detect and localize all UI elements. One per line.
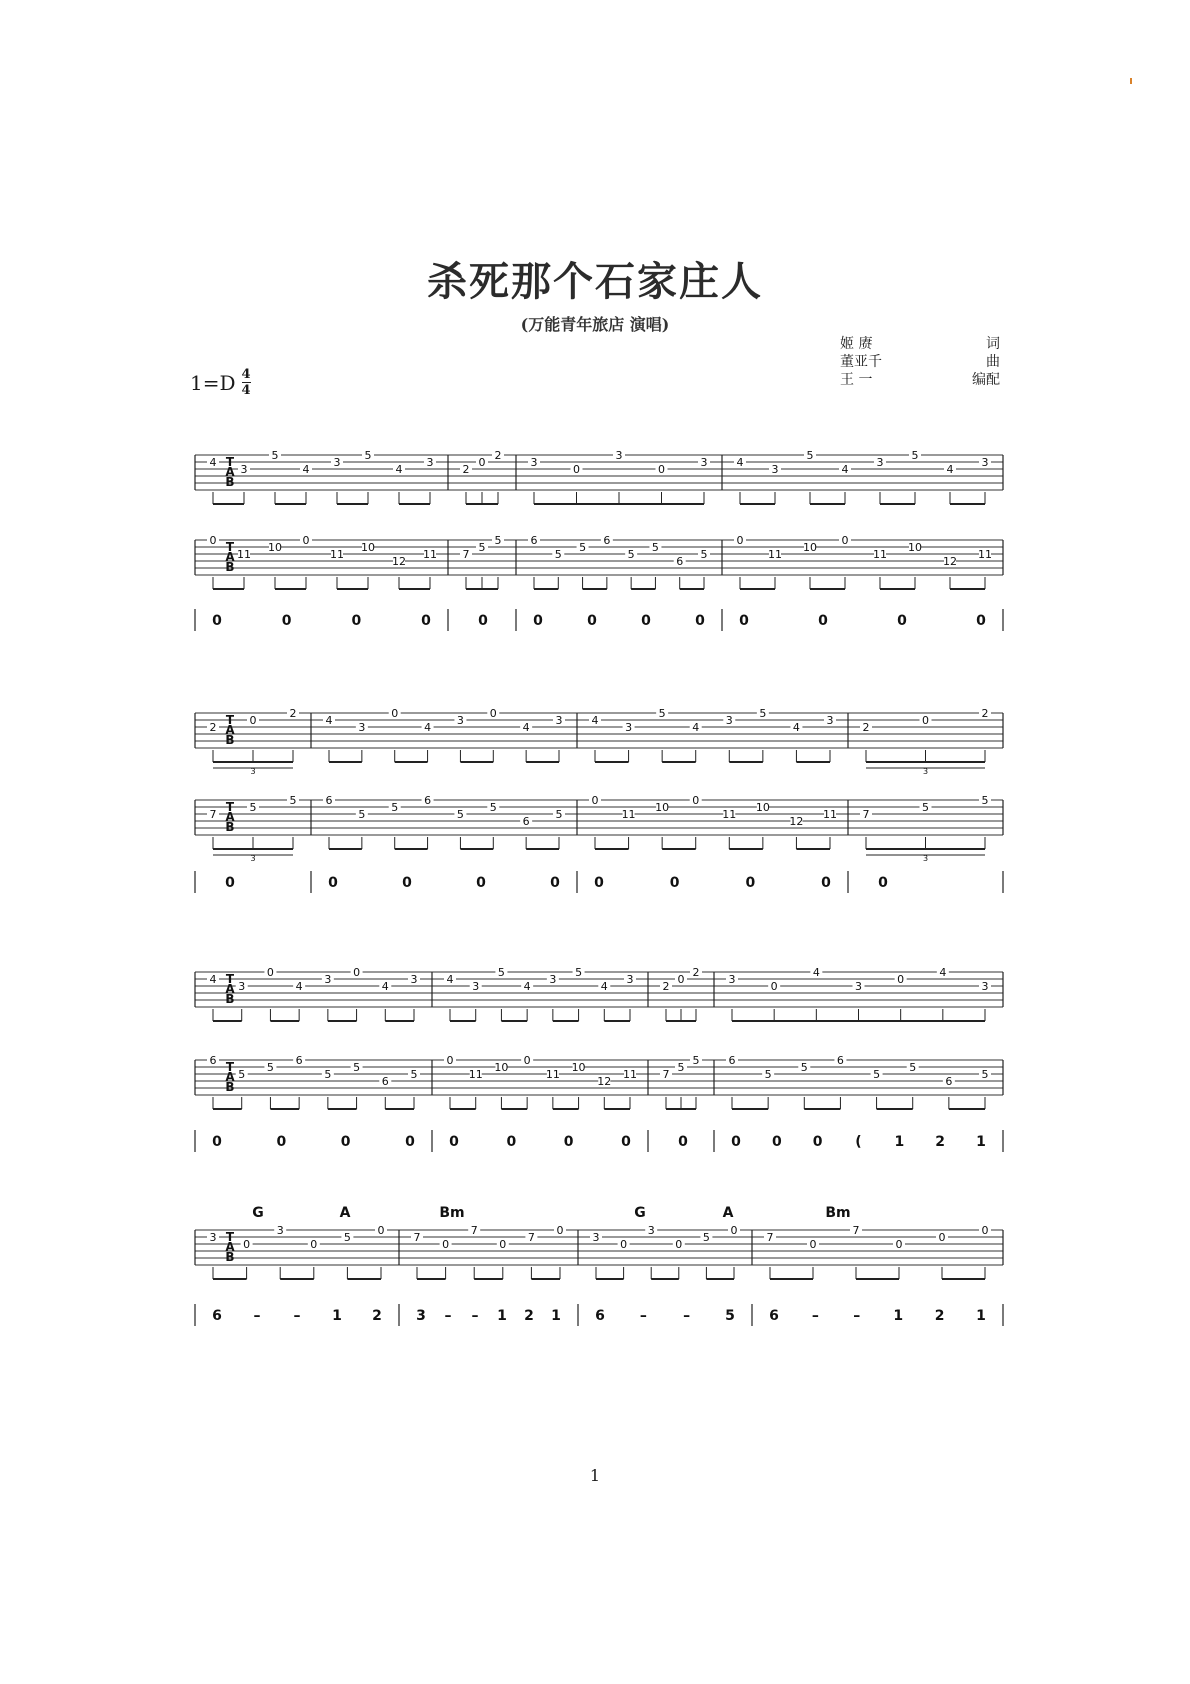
tab-letter: A <box>225 810 235 824</box>
fret-number: 7 <box>766 1231 774 1244</box>
fret-number: 0 <box>243 1238 251 1251</box>
notation-note: 0 <box>739 613 749 629</box>
notation-note: 0 <box>621 1134 631 1150</box>
fret-number: 5 <box>353 1061 361 1074</box>
time-bottom: 4 <box>241 383 251 398</box>
fret-number: 3 <box>855 980 862 993</box>
fret-number: 0 <box>981 1224 989 1237</box>
fret-number: 5 <box>478 541 486 554</box>
fret-number: 5 <box>651 541 659 554</box>
fret-number: 3 <box>625 721 633 734</box>
tab-letter: A <box>225 982 235 996</box>
notation-note: 0 <box>563 1134 574 1150</box>
fret-number: 0 <box>677 973 685 986</box>
tab-letter: T <box>225 972 235 986</box>
song-title: 杀死那个石家庄人 <box>427 259 763 305</box>
fret-number: 3 <box>456 714 464 727</box>
fret-number: 0 <box>310 1238 318 1251</box>
fret-number: 11 <box>545 1068 560 1081</box>
performer-subtitle: (万能青年旅店 演唱) <box>520 315 670 334</box>
fret-number: 0 <box>730 1224 738 1237</box>
fret-number: 0 <box>809 1238 817 1251</box>
notation-note: 0 <box>745 875 756 891</box>
fret-number: 10 <box>268 541 282 554</box>
tab-letter: B <box>225 733 235 747</box>
notation-note: 0 <box>340 1134 351 1150</box>
fret-number: 3 <box>700 456 708 469</box>
notation-note: 0 <box>328 875 338 891</box>
fret-number: 0 <box>658 463 665 476</box>
notation-note: 0 <box>276 1134 287 1150</box>
notation-note: 0 <box>695 613 705 629</box>
fret-number: 5 <box>922 801 929 814</box>
notation-note: – <box>253 1308 261 1324</box>
fret-number: 0 <box>895 1238 903 1251</box>
tab-letter: B <box>225 475 235 489</box>
fret-number: 6 <box>325 794 333 807</box>
fret-number: 3 <box>240 463 248 476</box>
fret-number: 5 <box>627 548 635 561</box>
fret-number: 4 <box>522 721 530 734</box>
fret-number: 11 <box>330 548 344 561</box>
fret-number: 12 <box>392 555 406 568</box>
fret-number: 5 <box>702 1231 710 1244</box>
fret-number: 3 <box>725 714 733 727</box>
fret-number: 5 <box>911 449 919 462</box>
fret-number: 3 <box>728 973 736 986</box>
notation-note: 1 <box>976 1134 986 1150</box>
fret-number: 4 <box>446 973 454 986</box>
notation-note: 2 <box>524 1308 534 1324</box>
fret-number: 5 <box>579 541 587 554</box>
fret-number: 4 <box>792 721 800 734</box>
fret-number: 5 <box>456 808 464 821</box>
fret-number: 5 <box>358 808 366 821</box>
notation-note: 3 <box>416 1308 426 1324</box>
fret-number: 5 <box>873 1068 881 1081</box>
fret-number: 5 <box>410 1068 418 1081</box>
fret-number: 5 <box>271 449 279 462</box>
tab-letter: B <box>225 1080 235 1094</box>
fret-number: 6 <box>424 794 432 807</box>
fret-number: 4 <box>812 966 820 979</box>
fret-number: 0 <box>442 1238 450 1251</box>
credit-role: 曲 <box>986 354 1000 370</box>
notation-note: 0 <box>402 875 412 891</box>
fret-number: 3 <box>276 1224 284 1237</box>
notation-note: 0 <box>476 875 486 891</box>
fret-number: 11 <box>468 1068 483 1081</box>
time-top: 4 <box>241 367 251 382</box>
notation-note: 1 <box>332 1308 342 1324</box>
fret-number: 5 <box>692 1054 700 1067</box>
fret-number: 5 <box>238 1068 246 1081</box>
notation-note: 0 <box>587 613 597 629</box>
fret-number: 0 <box>478 456 486 469</box>
fret-number: 5 <box>800 1061 808 1074</box>
fret-number: 4 <box>600 980 608 993</box>
fret-number: 5 <box>575 966 583 979</box>
key-label: 1=D <box>190 370 236 395</box>
notation-note: 0 <box>594 875 604 891</box>
notation-note: 2 <box>935 1134 946 1150</box>
notation-note: 0 <box>771 1134 782 1150</box>
fret-number: 3 <box>981 456 989 469</box>
triplet-number: 3 <box>250 854 256 863</box>
fret-number: 5 <box>658 707 666 720</box>
fret-number: 6 <box>295 1054 303 1067</box>
notation-note: – <box>471 1308 479 1324</box>
fret-number: 0 <box>523 1054 531 1067</box>
fret-number: 0 <box>391 707 399 720</box>
fret-number: 4 <box>591 714 599 727</box>
notation-note: – <box>639 1308 647 1324</box>
fret-number: 3 <box>647 1224 655 1237</box>
notation-note: – <box>293 1308 301 1324</box>
fret-number: 5 <box>759 707 767 720</box>
fret-number: 12 <box>597 1075 612 1088</box>
notation-note: 0 <box>351 613 362 629</box>
fret-number: 3 <box>615 449 623 462</box>
fret-number: 7 <box>527 1231 535 1244</box>
notation-note: 1 <box>893 1308 904 1324</box>
fret-number: 11 <box>237 548 251 561</box>
fret-number: 4 <box>424 721 432 734</box>
fret-number: 11 <box>722 808 737 821</box>
notation-note: 0 <box>641 613 651 629</box>
fret-number: 4 <box>395 463 403 476</box>
tab-letter: T <box>225 713 235 727</box>
fret-number: 5 <box>806 449 814 462</box>
fret-number: 11 <box>873 548 887 561</box>
notation-note: 2 <box>934 1308 945 1324</box>
fret-number: 3 <box>358 721 366 734</box>
fret-number: 3 <box>238 980 246 993</box>
fret-number: 5 <box>497 966 505 979</box>
fret-number: 6 <box>381 1075 389 1088</box>
triplet-number: 3 <box>922 854 929 863</box>
fret-number: 0 <box>922 714 929 727</box>
triplet-number: 3 <box>250 767 256 776</box>
fret-number: 7 <box>462 548 470 561</box>
fret-number: 3 <box>626 973 634 986</box>
fret-number: 3 <box>555 714 563 727</box>
notation-note: 6 <box>212 1308 222 1324</box>
tab-letter: A <box>225 723 235 737</box>
notation-note: 0 <box>550 875 560 891</box>
tab-letter: B <box>225 560 235 574</box>
tab-letter: T <box>225 1060 235 1074</box>
fret-number: 3 <box>981 980 989 993</box>
fret-number: 4 <box>295 980 303 993</box>
notation-note: 2 <box>372 1308 382 1324</box>
fret-number: 4 <box>209 456 217 469</box>
tab-letter: A <box>225 465 235 479</box>
fret-number: 11 <box>823 808 837 821</box>
tab-letter: A <box>225 1240 235 1254</box>
fret-number: 6 <box>522 815 530 828</box>
tab-letter: B <box>225 820 235 834</box>
fret-number: 7 <box>470 1224 478 1237</box>
fret-number: 10 <box>494 1061 509 1074</box>
fret-number: 4 <box>302 463 310 476</box>
fret-number: 2 <box>662 980 670 993</box>
triplet-number: 3 <box>922 767 929 776</box>
fret-number: 5 <box>554 548 562 561</box>
notation-note: 0 <box>897 613 907 629</box>
credit-name: 董亚千 <box>840 354 882 370</box>
tab-letter: T <box>225 1230 235 1244</box>
fret-number: 0 <box>249 714 257 727</box>
fret-number: 5 <box>981 794 989 807</box>
fret-number: 3 <box>592 1231 600 1244</box>
notation-note: 5 <box>725 1308 735 1324</box>
fret-number: 0 <box>620 1238 628 1251</box>
fret-number: 11 <box>623 1068 637 1081</box>
chord-name: Bm <box>439 1205 465 1221</box>
fret-number: 7 <box>852 1224 860 1237</box>
chord-name: A <box>722 1205 734 1221</box>
notation-note: 0 <box>421 613 431 629</box>
fret-number: 10 <box>908 541 922 554</box>
notation-note: 0 <box>976 613 986 629</box>
fret-number: 4 <box>523 980 531 993</box>
fret-number: 2 <box>209 721 217 734</box>
fret-number: 6 <box>530 534 538 547</box>
fret-number: 0 <box>938 1231 946 1244</box>
fret-number: 2 <box>981 707 989 720</box>
notation-note: 0 <box>506 1134 517 1150</box>
fret-number: 5 <box>677 1061 685 1074</box>
notation-note: 1 <box>894 1134 905 1150</box>
credit-role: 编配 <box>972 372 1000 388</box>
chord-name: A <box>339 1205 351 1221</box>
fret-number: 0 <box>770 980 778 993</box>
notation-note: 0 <box>405 1134 415 1150</box>
fret-number: 0 <box>556 1224 564 1237</box>
fret-number: 5 <box>981 1068 989 1081</box>
fret-number: 4 <box>381 980 389 993</box>
fret-number: 0 <box>692 794 700 807</box>
fret-number: 5 <box>489 801 497 814</box>
notation-note: 0 <box>212 613 222 629</box>
fret-number: 5 <box>555 808 563 821</box>
fret-number: 0 <box>353 966 361 979</box>
fret-number: 5 <box>494 534 502 547</box>
fret-number: 6 <box>209 1054 217 1067</box>
tab-letter: B <box>225 1250 235 1264</box>
fret-number: 6 <box>603 534 611 547</box>
fret-number: 0 <box>591 794 599 807</box>
notation-note: 1 <box>497 1308 507 1324</box>
notation-note: 0 <box>812 1134 823 1150</box>
tab-letter: T <box>225 540 235 554</box>
fret-number: 10 <box>803 541 817 554</box>
credit-name: 王 一 <box>840 372 873 388</box>
fret-number: 4 <box>209 973 217 986</box>
notation-note: 0 <box>449 1134 459 1150</box>
fret-number: 7 <box>662 1068 670 1081</box>
fret-number: 0 <box>675 1238 683 1251</box>
fret-number: 5 <box>266 1061 274 1074</box>
fret-number: 2 <box>462 463 470 476</box>
notation-note: 0 <box>225 875 235 891</box>
fret-number: 6 <box>836 1054 844 1067</box>
fret-number: 5 <box>909 1061 917 1074</box>
notation-note: 0 <box>478 613 488 629</box>
notation-note: 0 <box>818 613 828 629</box>
notation-note: 0 <box>212 1134 222 1150</box>
fret-number: 7 <box>413 1231 421 1244</box>
fret-number: 0 <box>897 973 905 986</box>
chord-name: G <box>634 1205 646 1221</box>
fret-number: 5 <box>324 1068 332 1081</box>
tab-letter: A <box>225 1070 235 1084</box>
fret-number: 0 <box>841 534 849 547</box>
fret-number: 6 <box>728 1054 736 1067</box>
notation-note: 0 <box>878 875 888 891</box>
fret-number: 0 <box>266 966 274 979</box>
notation-note: 0 <box>678 1134 688 1150</box>
fret-number: 6 <box>676 555 684 568</box>
fret-number: 3 <box>826 714 834 727</box>
notation-note: – <box>444 1308 452 1324</box>
fret-number: 2 <box>692 966 700 979</box>
fret-number: 11 <box>621 808 636 821</box>
notation-note: – <box>853 1308 861 1324</box>
fret-number: 0 <box>499 1238 507 1251</box>
fret-number: 5 <box>391 801 399 814</box>
fret-number: 10 <box>571 1061 586 1074</box>
fret-number: 3 <box>876 456 884 469</box>
fret-number: 3 <box>209 1231 217 1244</box>
fret-number: 10 <box>361 541 375 554</box>
notation-note: – <box>811 1308 819 1324</box>
fret-number: 5 <box>343 1231 351 1244</box>
chord-name: Bm <box>825 1205 851 1221</box>
fret-number: 6 <box>945 1075 953 1088</box>
fret-number: 0 <box>573 463 580 476</box>
fret-number: 10 <box>655 801 670 814</box>
notation-note: 0 <box>731 1134 741 1150</box>
notation-note: 0 <box>821 875 831 891</box>
credit-name: 姬 赓 <box>840 336 873 352</box>
fret-number: 11 <box>768 548 782 561</box>
tab-letter: T <box>225 455 235 469</box>
page-number: 1 <box>589 1466 601 1485</box>
fret-number: 4 <box>325 714 333 727</box>
fret-number: 4 <box>939 966 947 979</box>
fret-number: 5 <box>700 548 708 561</box>
notation-note: 6 <box>769 1308 779 1324</box>
fret-number: 12 <box>789 815 804 828</box>
fret-number: 3 <box>472 980 480 993</box>
fret-number: 0 <box>209 534 217 547</box>
chord-name: G <box>252 1205 264 1221</box>
notation-note: 1 <box>976 1308 986 1324</box>
fret-number: 7 <box>209 808 217 821</box>
fret-number: 3 <box>324 973 332 986</box>
fret-number: 3 <box>410 973 418 986</box>
notation-note: – <box>683 1308 691 1324</box>
fret-number: 4 <box>692 721 700 734</box>
notation-note: 0 <box>533 613 543 629</box>
fret-number: 5 <box>249 801 257 814</box>
fret-number: 2 <box>289 707 297 720</box>
fret-number: 11 <box>423 548 437 561</box>
fret-number: 10 <box>755 801 770 814</box>
fret-number: 4 <box>841 463 849 476</box>
fret-number: 5 <box>364 449 372 462</box>
fret-number: 3 <box>530 456 538 469</box>
fret-number: 0 <box>377 1224 385 1237</box>
fret-number: 11 <box>978 548 992 561</box>
fret-number: 5 <box>764 1068 772 1081</box>
fret-number: 3 <box>771 463 779 476</box>
fret-number: 4 <box>736 456 744 469</box>
fret-number: 0 <box>302 534 310 547</box>
fret-number: 0 <box>736 534 744 547</box>
notation-note: 0 <box>669 875 680 891</box>
fret-number: 4 <box>946 463 954 476</box>
fret-number: 3 <box>426 456 434 469</box>
fret-number: 7 <box>862 808 870 821</box>
fret-number: 2 <box>862 721 870 734</box>
fret-number: 2 <box>494 449 502 462</box>
notation-note: 1 <box>551 1308 561 1324</box>
credit-role: 词 <box>986 336 1000 352</box>
tab-letter: T <box>225 800 235 814</box>
fret-number: 0 <box>489 707 497 720</box>
fret-number: 3 <box>549 973 557 986</box>
tab-letter: A <box>225 550 235 564</box>
fret-number: 3 <box>333 456 341 469</box>
notation-note: 0 <box>281 613 292 629</box>
notation-note: ( <box>855 1134 862 1150</box>
tab-letter: B <box>225 992 235 1006</box>
fret-number: 5 <box>289 794 297 807</box>
fret-number: 12 <box>943 555 957 568</box>
notation-note: 6 <box>595 1308 605 1324</box>
fret-number: 0 <box>446 1054 454 1067</box>
